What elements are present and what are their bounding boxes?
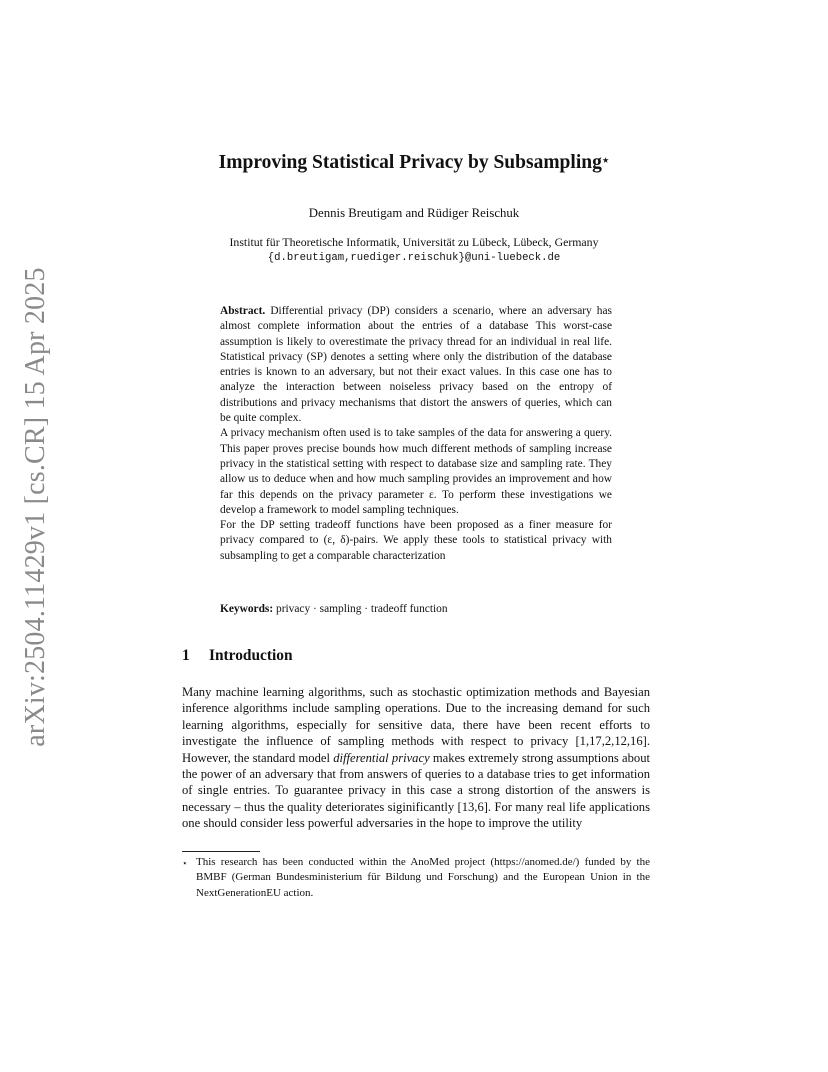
introduction-paragraph xyxy=(182,684,650,832)
keywords-label: Keywords: xyxy=(220,603,274,615)
abstract-label: Abstract. xyxy=(220,305,266,317)
abstract xyxy=(220,304,612,564)
abstract-paragraph-2: A privacy mechanism often used is to take samples of the data for answering a query. This paper proves precise bounds how much different methods of sampling increase privacy in the statistical setting with respect to database size and sampling rate. They allow us to deduce when and how much sampling provides an improvement and how far this depends on the privacy parameter ε. To perform these investigations we develop a framework to model sampling techniques. xyxy=(220,427,612,516)
author-email: {d.breutigam,ruediger.reischuk}@uni-luebeck.de xyxy=(267,252,561,264)
abstract-text-1: Differential privacy (DP) considers a scenario, where an adversary has almost complete information about the entries of a database This worst-case assumption is likely to overestimate the privacy thread for an individual in real life. Statistical privacy (SP) denotes a setting where only the distribution of the database entries is known to an adversary, but not their exact values. In this case one has to analyze the interaction between noiseless privacy based on the entropy of distributions and privacy mechanisms that distort the answers of queries, which can be quite complex. xyxy=(220,305,612,425)
title-footnote-mark: ⋆ xyxy=(601,153,610,167)
section-title: Introduction xyxy=(209,647,293,664)
paper-title xyxy=(0,152,828,174)
footnote-divider xyxy=(182,851,260,852)
footnote-text: This research has been conducted within the AnoMed project (https://anomed.de/) funded by the BMBF (German Bundesministerium für Bildung und Forschung) and the European Union in the NextGenerationEU action. xyxy=(196,856,650,899)
arxiv-identifier: arXiv:2504.11429v1 [cs.CR] 15 Apr 2025 xyxy=(20,267,51,747)
keywords-text: privacy · sampling · tradeoff function xyxy=(276,603,448,615)
intro-text-1: Many machine learning algorithms, such as stochastic optimization methods and Bayesian inference algorithms include sampling operations. Due to the increasing demand for such learning algorithms, especially for sensitive data, there have been recent efforts to investigate the influence of sampling methods with respect to privacy [1,17,2,12,16]. However, the standard model xyxy=(182,685,650,765)
affiliation: Institut für Theoretische Informatik, Universität zu Lübeck, Lübeck, Germany xyxy=(229,235,599,249)
keywords xyxy=(220,603,612,615)
abstract-paragraph-1 xyxy=(220,304,612,426)
intro-emphasis: differential privacy xyxy=(333,750,430,765)
introduction-body xyxy=(182,684,650,832)
footnote xyxy=(182,855,650,901)
section-number: 1 xyxy=(182,647,190,664)
footnote-mark: ⋆ xyxy=(182,858,188,868)
paper-title-text: Improving Statistical Privacy by Subsampling xyxy=(218,152,602,173)
section-heading-introduction xyxy=(182,647,293,665)
intro-text-2: makes extremely strong assumptions about the power of an adversary that from answers of queries to a database tries to get information of single entries. To guarantee privacy in this case a strong distortion of the answers is necessary – thus the quality deteriorates siginificantly [13,6]. For many real life applications one should consider less powerful adversaries in the hope to improve the utility xyxy=(182,750,650,831)
abstract-paragraph-3: For the DP setting tradeoff functions have been proposed as a finer measure for privacy compared to (ε, δ)-pairs. We apply these tools to statistical privacy with subsampling to get a comparable characterization xyxy=(220,519,612,562)
author-list: Dennis Breutigam and Rüdiger Reischuk xyxy=(308,206,520,220)
